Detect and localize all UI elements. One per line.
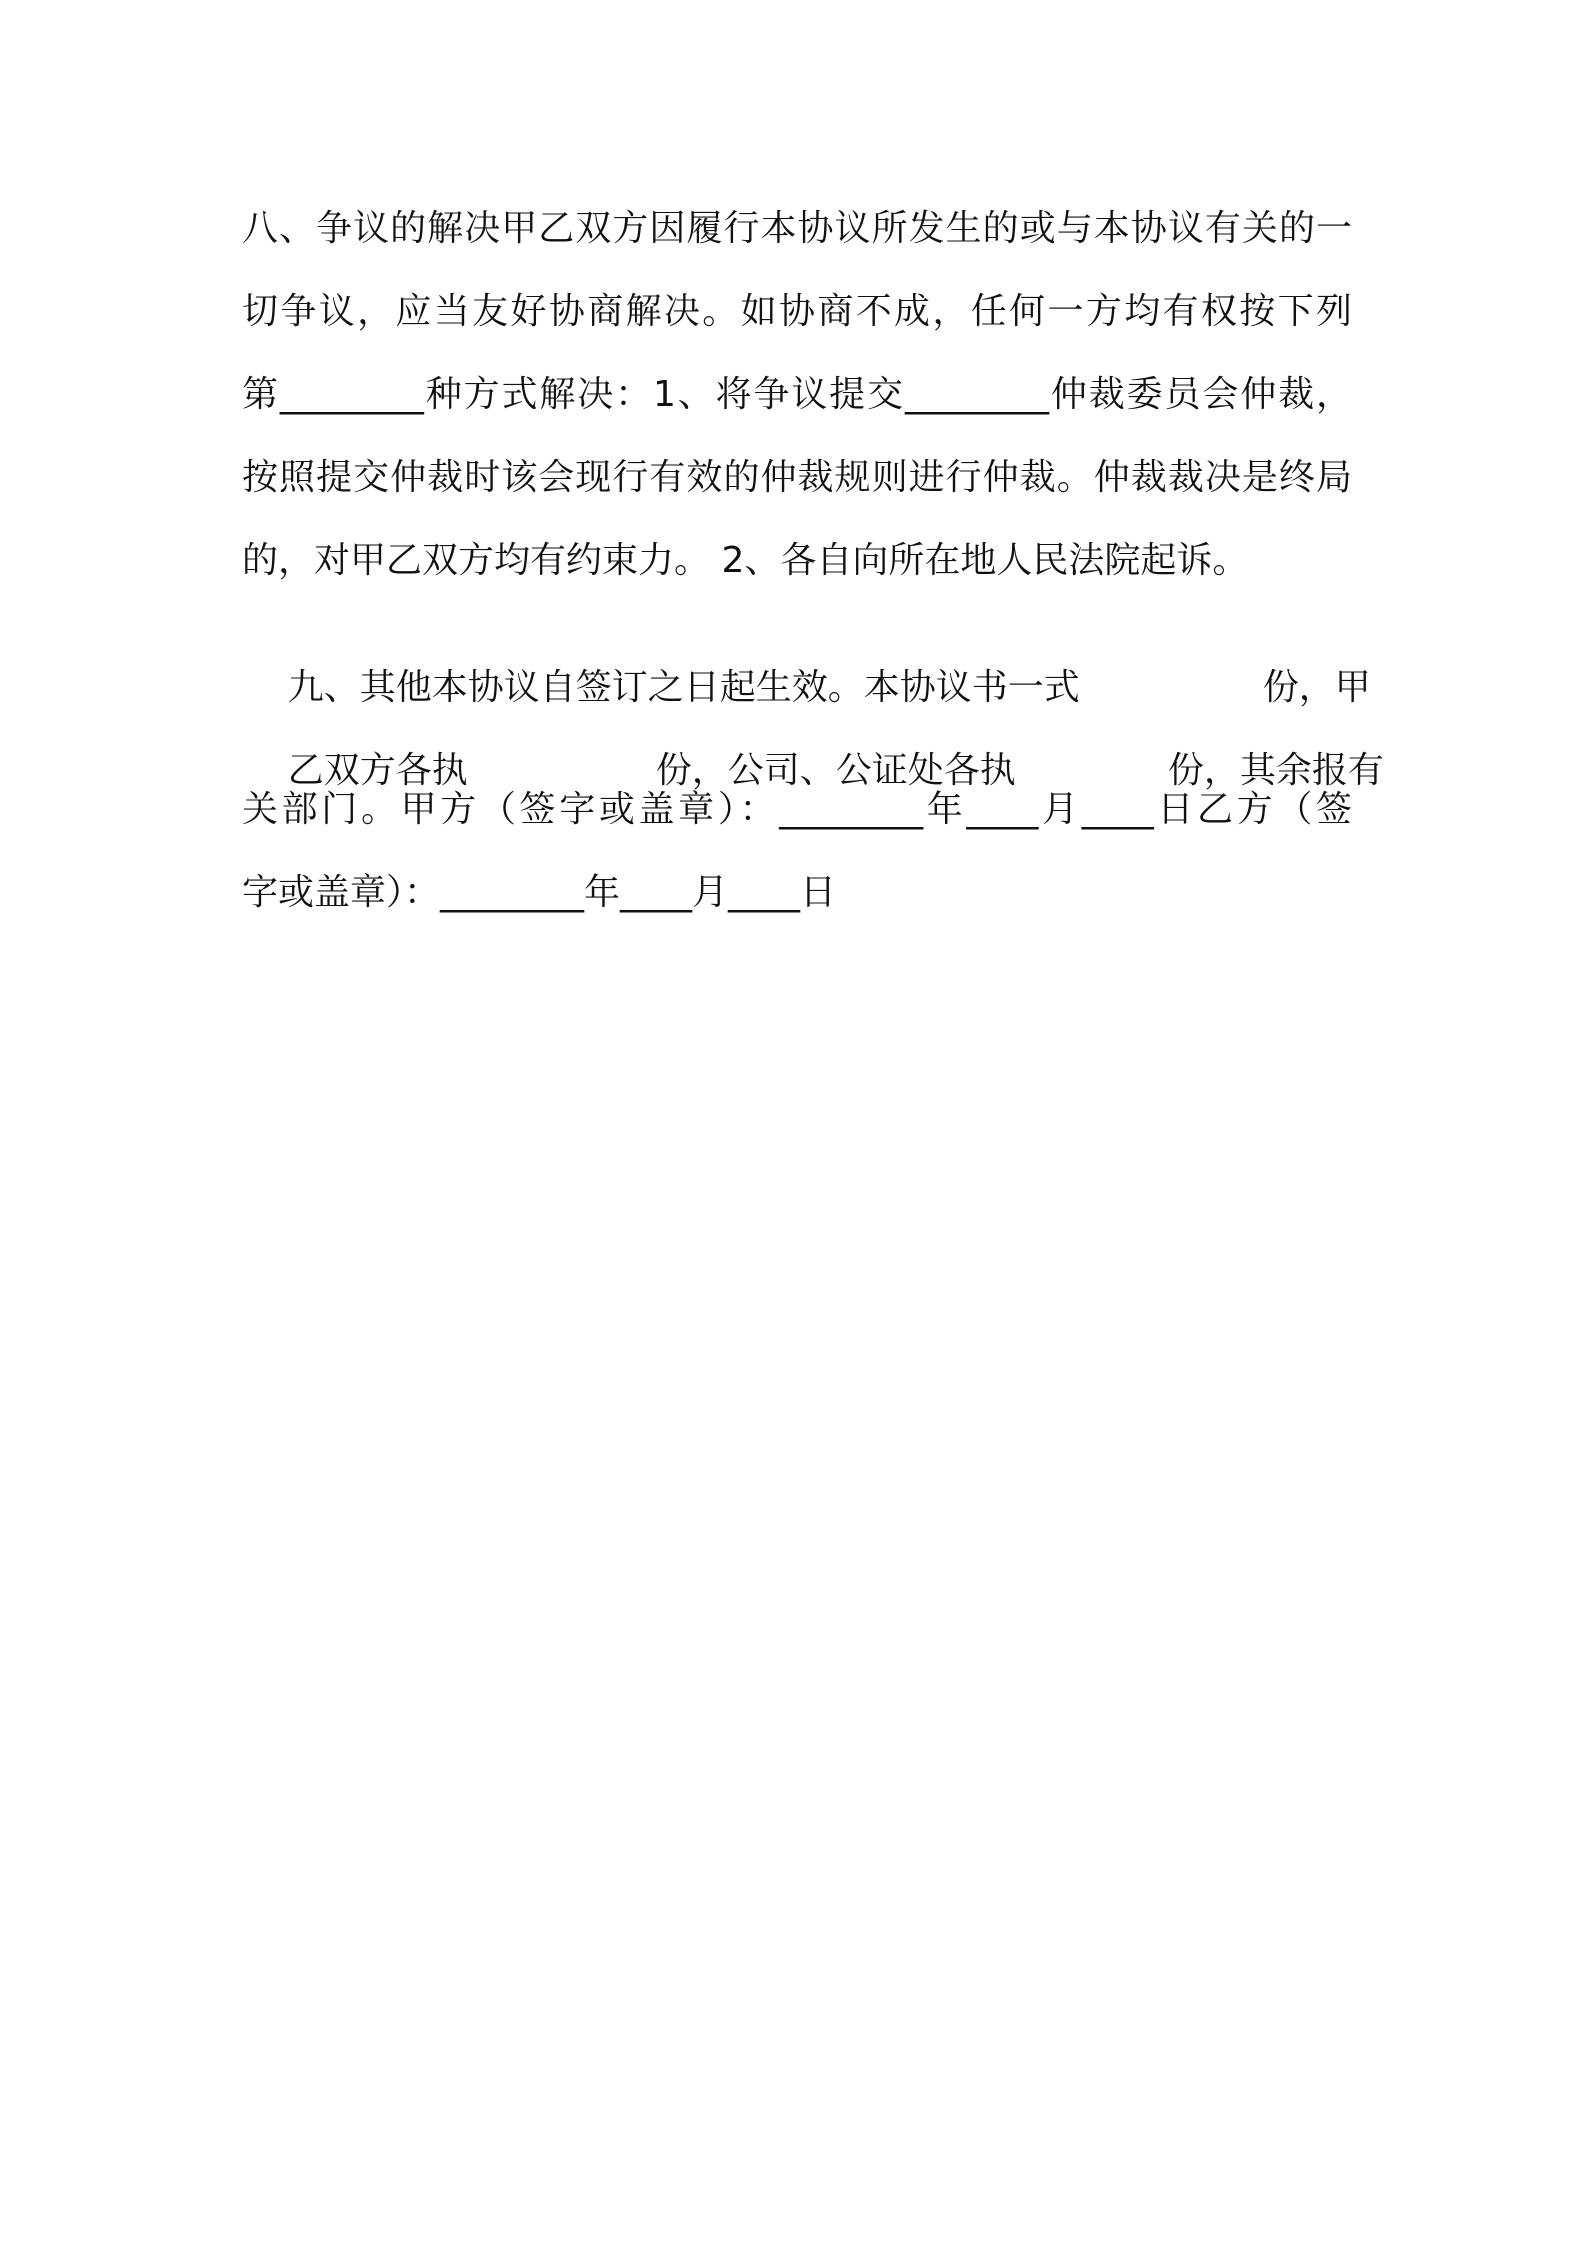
section-9-line-3: 关部门。甲方（签字或盖章）：________年____月____日乙方（签 [242, 789, 1352, 830]
section-9-line-2-text-c: 份，其余报有 [1167, 750, 1384, 791]
section-9-line-1-text-a: 九、其他本协议自签订之日起生效。本协议书一式 [287, 667, 1080, 708]
section-9-line-2-text-b: 份，公司、公证处各执 [655, 750, 1016, 791]
section-8-line-1: 八、争议的解决甲乙双方因履行本协议所发生的或与本协议有关的一 [242, 208, 1352, 249]
section-9-line-1-text-b: 份，甲 [1262, 667, 1371, 708]
section-8-line-3: 第________种方式解决：1、将争议提交________仲裁委员会仲裁， [242, 374, 1352, 415]
section-9-line-1 [242, 622, 1371, 708]
section-9-line-2 [242, 705, 1384, 791]
section-8-line-4: 按照提交仲裁时该会现行有效的仲裁规则进行仲裁。仲裁裁决是终局 [242, 457, 1352, 498]
section-8-line-5: 的，对甲乙双方均有约束力。 2、各自向所在地人民法院起诉。 [242, 540, 1249, 581]
section-8-line-2: 切争议，应当友好协商解决。如协商不成，任何一方均有权按下列 [242, 291, 1352, 332]
section-9-line-2-text-a: 乙双方各执 [287, 750, 468, 791]
section-9-line-4: 字或盖章）：________年____月____日 [242, 872, 837, 913]
